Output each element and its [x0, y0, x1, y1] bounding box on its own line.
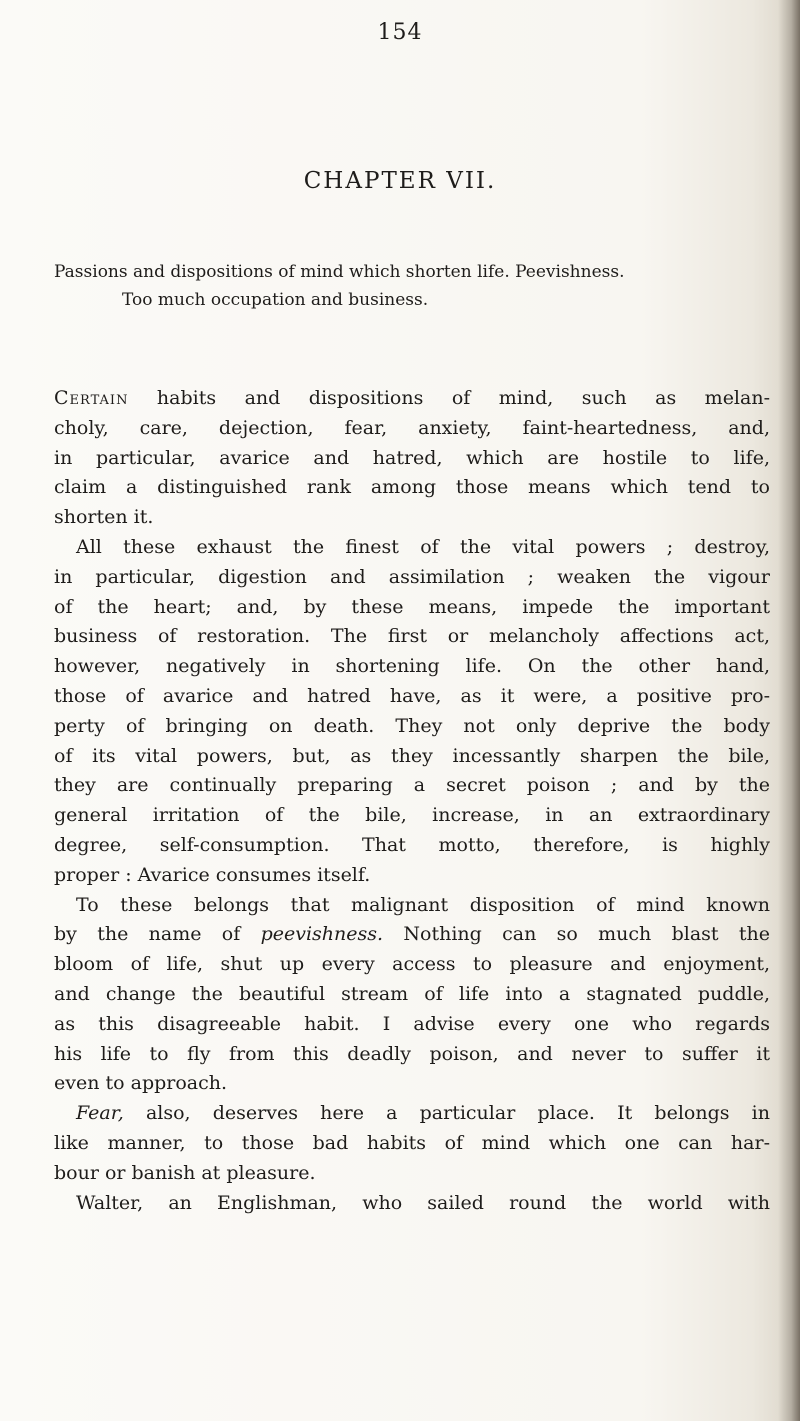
chapter-summary — [54, 258, 774, 314]
text-line: they are continually preparing a secret poison ; and by the — [54, 774, 770, 797]
text-line — [54, 920, 770, 950]
text-fragment: also, deserves here a particular place. It belongs in — [123, 1102, 770, 1125]
text-fragment: by the name of — [54, 923, 261, 946]
text-line: in particular, avarice and hatred, which are hostile to life, — [54, 446, 770, 469]
summary-line: Passions and dispositions of mind which shorten life. Peevishness. — [54, 262, 625, 282]
text-line: like manner, to those bad habits of mind which one can har- — [54, 1131, 770, 1154]
text-line — [54, 1099, 770, 1129]
text-line: degree, self-consumption. That motto, therefore, is highly — [54, 833, 770, 856]
italic-term: peevishness. — [260, 923, 384, 946]
text-line: and change the beautiful stream of life into a stagnated puddle, — [54, 982, 770, 1005]
text-line: Walter, an Englishman, who sailed round the world with — [76, 1191, 770, 1214]
chapter-title: CHAPTER VII. — [303, 168, 497, 194]
text-line: of the heart; and, by these means, impede the important — [54, 595, 770, 618]
text-fragment: habits and dispositions of mind, such as melan- — [128, 387, 770, 409]
text-line: claim a distinguished rank among those means which tend to — [54, 476, 770, 499]
page-number: 154 — [377, 20, 423, 45]
text-line: bour or banish at pleasure. — [54, 1161, 316, 1184]
text-line: choly, care, dejection, fear, anxiety, faint-heartedness, and, — [54, 416, 770, 439]
drop-word: Certain — [54, 387, 129, 409]
italic-term: Fear, — [76, 1102, 124, 1125]
text-line: as this disagreeable habit. I advise every one who regards — [54, 1012, 770, 1035]
text-line: of its vital powers, but, as they incessantly sharpen the bile, — [54, 744, 770, 767]
page-edge-shadow — [778, 0, 800, 1421]
summary-line: Too much occupation and business. — [122, 290, 429, 310]
text-line — [54, 384, 770, 414]
text-line: perty of bringing on death. They not only deprive the body — [54, 714, 770, 737]
text-line: All these exhaust the finest of the vital powers ; destroy, — [76, 535, 770, 558]
text-line: even to approach. — [54, 1072, 228, 1095]
text-line: To these belongs that malignant disposition of mind known — [76, 893, 770, 916]
text-line: proper : Avarice consumes itself. — [54, 863, 371, 886]
text-line: however, negatively in shortening life. On the other hand, — [54, 655, 770, 678]
text-line: in particular, digestion and assimilation ; weaken the vigour — [54, 565, 770, 588]
text-line: his life to fly from this deadly poison, and never to suffer it — [54, 1042, 770, 1065]
text-line: bloom of life, shut up every access to pleasure and enjoyment, — [54, 953, 770, 976]
text-line: shorten it. — [54, 506, 154, 529]
text-line: business of restoration. The first or melancholy affections act, — [54, 625, 770, 648]
text-line: general irritation of the bile, increase, in an extraordinary — [54, 804, 770, 827]
text-fragment: Nothing can so much blast the — [383, 923, 770, 946]
body-text — [54, 384, 770, 1218]
text-line: those of avarice and hatred have, as it were, a positive pro- — [54, 684, 770, 707]
